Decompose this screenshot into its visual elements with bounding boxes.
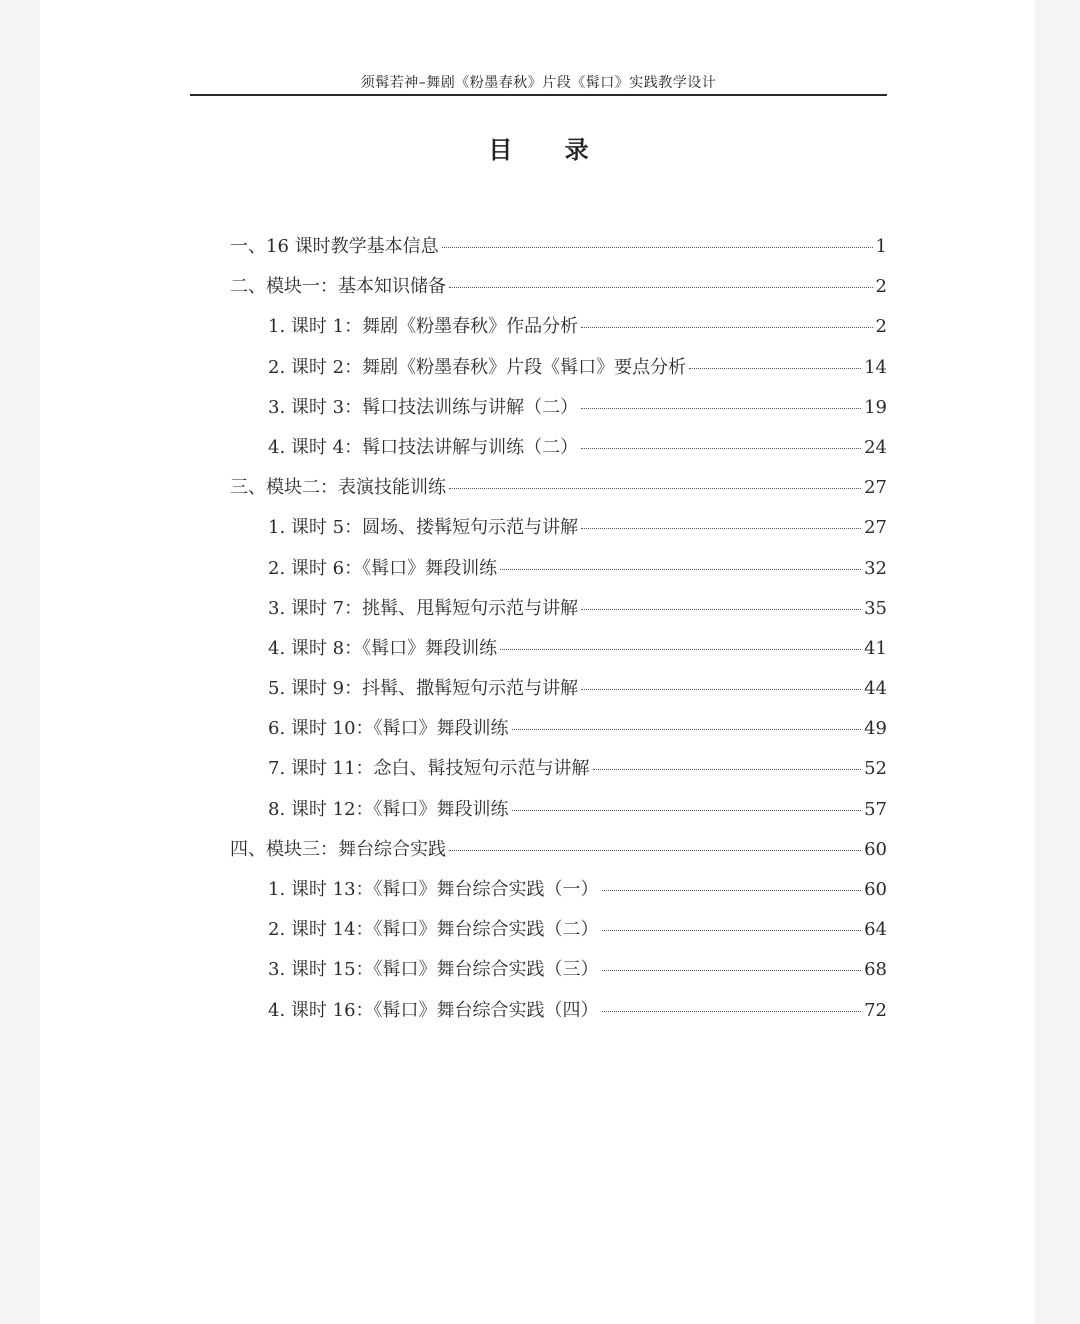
- toc-section-entry[interactable]: [230, 835, 887, 875]
- toc-lesson-entry[interactable]: [230, 674, 887, 714]
- toc-entry-label: 1. 课时 1：舞剧《粉墨春秋》作品分析: [268, 316, 579, 338]
- dot-leader: [602, 1011, 862, 1012]
- toc-lesson-entry[interactable]: [230, 915, 887, 955]
- toc-entry-page-number: 57: [864, 798, 887, 820]
- toc-entry-page-number: 27: [864, 477, 887, 499]
- toc-entry-page-number: 27: [864, 517, 887, 539]
- dot-leader: [602, 970, 862, 971]
- toc-section-entry[interactable]: [230, 473, 887, 513]
- document-page: [40, 0, 1035, 1324]
- toc-entry-page-number: 52: [864, 758, 887, 780]
- dot-leader: [500, 569, 861, 570]
- toc-lesson-entry[interactable]: [230, 955, 887, 995]
- toc-entry-label: 4. 课时 4：髯口技法讲解与训练（二）: [268, 436, 579, 458]
- toc-lesson-entry[interactable]: [230, 353, 887, 393]
- toc-entry-label: 2. 课时 14：《髯口》舞台综合实践（二）: [268, 919, 599, 941]
- toc-entry-page-number: 68: [864, 959, 887, 981]
- dot-leader: [449, 488, 861, 489]
- toc-entry-page-number: 64: [864, 919, 887, 941]
- toc-entry-label: 三、模块二：表演技能训练: [230, 477, 446, 499]
- toc-entry-page-number: 32: [864, 557, 887, 579]
- toc-section-entry[interactable]: [230, 232, 887, 272]
- toc-entry-page-number: 14: [864, 356, 887, 378]
- toc-entry-label: 3. 课时 7：挑髯、甩髯短句示范与讲解: [268, 597, 579, 619]
- toc-entry-label: 四、模块三：舞台综合实践: [230, 838, 446, 860]
- dot-leader: [689, 368, 861, 369]
- dot-leader: [512, 810, 862, 811]
- header-divider: [190, 94, 887, 96]
- toc-entry-label: 一、16 课时教学基本信息: [230, 236, 439, 257]
- toc-lesson-entry[interactable]: [230, 312, 887, 352]
- dot-leader: [449, 287, 873, 288]
- dot-leader: [581, 327, 872, 328]
- toc-entry-label: 8. 课时 12：《髯口》舞段训练: [268, 798, 509, 820]
- toc-lesson-entry[interactable]: [230, 433, 887, 473]
- toc-entry-page-number: 60: [864, 879, 887, 900]
- dot-leader: [500, 649, 861, 650]
- toc-entry-label: 5. 课时 9：抖髯、撒髯短句示范与讲解: [268, 678, 579, 700]
- toc-entry-page-number: 41: [864, 637, 887, 659]
- toc-entry-page-number: 72: [864, 999, 887, 1021]
- dot-leader: [581, 408, 861, 409]
- dot-leader: [602, 930, 862, 931]
- toc-entry-label: 4. 课时 16：《髯口》舞台综合实践（四）: [268, 999, 599, 1021]
- dot-leader: [442, 247, 873, 248]
- toc-lesson-entry[interactable]: [230, 754, 887, 794]
- toc-entry-page-number: 19: [864, 396, 887, 418]
- toc-entry-label: 3. 课时 15：《髯口》舞台综合实践（三）: [268, 959, 599, 981]
- toc-entry-label: 1. 课时 5：圆场、搂髯短句示范与讲解: [268, 517, 579, 539]
- toc-section-entry[interactable]: [230, 272, 887, 312]
- toc-entry-page-number: 2: [875, 276, 887, 298]
- toc-lesson-entry[interactable]: [230, 513, 887, 553]
- running-header: 须髯若神–舞剧《粉墨春秋》片段《髯口》实践教学设计: [360, 75, 717, 91]
- dot-leader: [581, 528, 861, 529]
- toc-entry-label: 2. 课时 6：《髯口》舞段训练: [268, 557, 498, 579]
- toc-entry-label: 2. 课时 2：舞剧《粉墨春秋》片段《髯口》要点分析: [268, 356, 687, 378]
- table-of-contents: [230, 232, 887, 1036]
- toc-title: 目 录: [488, 135, 611, 164]
- toc-lesson-entry[interactable]: [230, 996, 887, 1036]
- dot-leader: [581, 689, 861, 690]
- toc-lesson-entry[interactable]: [230, 554, 887, 594]
- toc-entry-page-number: 60: [864, 838, 887, 860]
- toc-entry-label: 1. 课时 13：《髯口》舞台综合实践（一）: [268, 879, 599, 900]
- toc-entry-page-number: 1: [875, 236, 887, 257]
- toc-lesson-entry[interactable]: [230, 795, 887, 835]
- toc-lesson-entry[interactable]: [230, 594, 887, 634]
- toc-entry-page-number: 24: [864, 436, 887, 458]
- dot-leader: [581, 448, 861, 449]
- toc-lesson-entry[interactable]: [230, 634, 887, 674]
- toc-entry-page-number: 35: [864, 597, 887, 619]
- dot-leader: [581, 609, 861, 610]
- toc-entry-label: 3. 课时 3：髯口技法训练与讲解（二）: [268, 396, 579, 418]
- toc-entry-page-number: 2: [875, 316, 887, 338]
- toc-entry-label: 二、模块一：基本知识储备: [230, 276, 446, 298]
- toc-entry-page-number: 44: [864, 678, 887, 700]
- dot-leader: [449, 850, 861, 851]
- dot-leader: [602, 890, 862, 891]
- toc-entry-label: 4. 课时 8：《髯口》舞段训练: [268, 637, 498, 659]
- dot-leader: [593, 769, 862, 770]
- toc-lesson-entry[interactable]: [230, 393, 887, 433]
- toc-entry-label: 7. 课时 11：念白、髯技短句示范与讲解: [268, 758, 590, 780]
- toc-entry-label: 6. 课时 10：《髯口》舞段训练: [268, 718, 509, 740]
- dot-leader: [512, 729, 862, 730]
- toc-lesson-entry[interactable]: [230, 714, 887, 754]
- toc-entry-page-number: 49: [864, 718, 887, 740]
- toc-lesson-entry[interactable]: [230, 875, 887, 915]
